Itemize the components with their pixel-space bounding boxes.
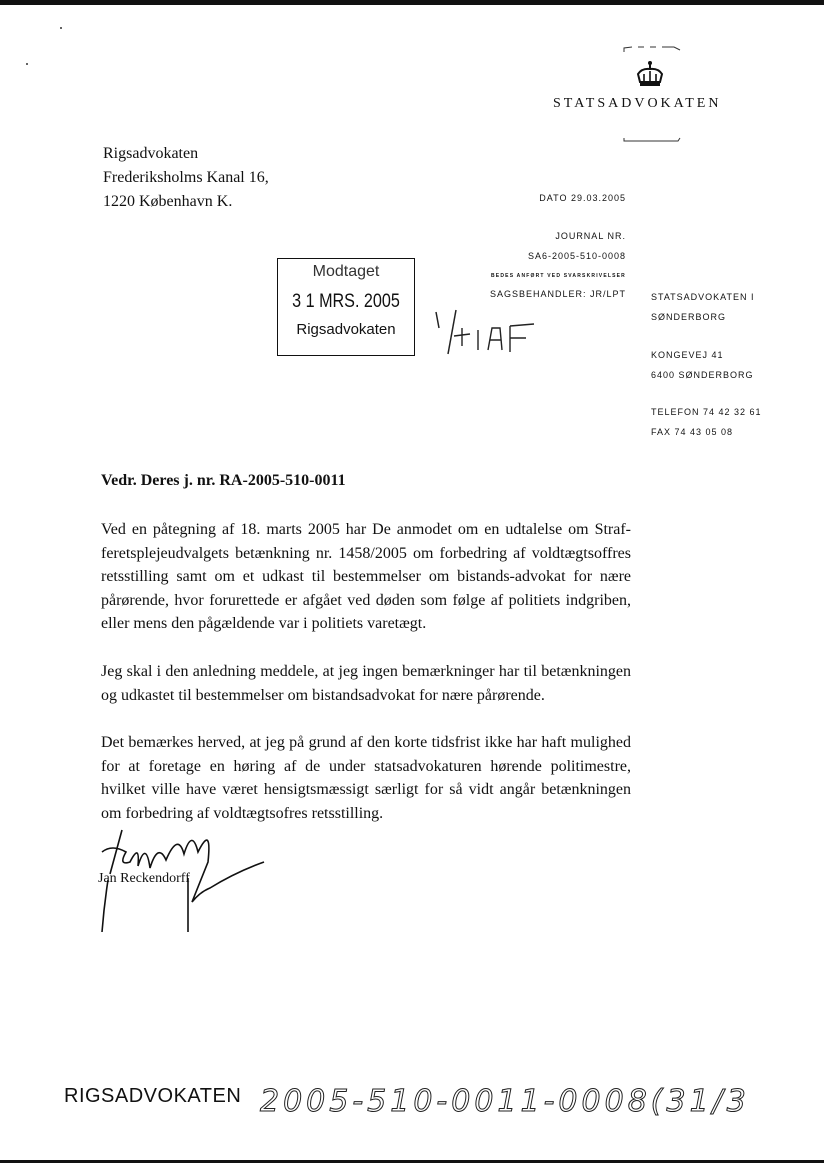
- letterhead-ornament-bottom: [622, 136, 682, 144]
- svg-text:2005-510-0011-0008(31/3: 2005-510-0011-0008(31/3: [260, 1084, 750, 1119]
- body-paragraph: Jeg skal i den anledning meddele, at jeg ingen bemærkninger har til betænkningen og udkastet til bestemmelser om bistandsadvokat for nære pårørende.: [101, 663, 631, 704]
- footer-office-label: RIGSADVOKATEN: [64, 1085, 242, 1107]
- sender-street: KONGEVEJ 41: [651, 350, 724, 360]
- bottom-scan-border: [0, 1160, 824, 1163]
- recipient-line: 1220 København K.: [103, 193, 233, 210]
- body-paragraph: Det bemærkes herved, at jeg på grund af den korte tidsfrist ikke har haft mulighed for at foretage en høring af de under statsadvokaturen hørende politimestre, hvilket ville have været hensigtsmæssigt særligt for så vidt angår betænkningen om forbedring af voldtægtsofres retsstilling.: [101, 734, 631, 822]
- top-scan-border: [0, 0, 824, 5]
- letterhead-ornament-top: [622, 44, 682, 54]
- stamp-office: Rigsadvokaten: [296, 321, 396, 338]
- received-stamp: [277, 258, 415, 356]
- reply-reference-note: BEDES ANFØRT VED SVARSKRIVELSER: [491, 273, 626, 279]
- body-paragraph: Ved en påtegning af 18. marts 2005 har De anmodet om en udtalelse om Strafferetsplejeudvalgets betænkning nr. 1458/2005 om forbedring af voldtægtsoffres retsstilling samt om et udkast til bestemmelser om bistands-advokat for nære pårørende, hvor forurettede er afgået ved døden som følge af politiets indgriben, eller mens den pågældende var i politiets varetægt.: [101, 521, 631, 632]
- sender-office-line1: STATSADVOKATEN I: [651, 292, 755, 302]
- recipient-line: Rigsadvokaten: [103, 145, 199, 162]
- journal-number: SA6-2005-510-0008: [527, 251, 626, 261]
- letterhead-organization: STATSADVOKATEN: [553, 96, 722, 111]
- signatory-name: Jan Reckendorff: [98, 871, 190, 886]
- scan-speck: [26, 63, 28, 65]
- scan-speck: [60, 27, 62, 29]
- subject-line: Vedr. Deres j. nr. RA-2005-510-0011: [101, 472, 346, 489]
- sender-office-line2: SØNDERBORG: [651, 312, 727, 322]
- sender-fax: FAX 74 43 05 08: [651, 427, 734, 437]
- case-handler: SAGSBEHANDLER: JR/LPT: [489, 289, 626, 299]
- stamp-date: 3 1 MRS. 2005: [292, 291, 400, 312]
- handwritten-reference-number: [256, 1075, 816, 1123]
- recipient-address: [103, 142, 269, 214]
- sender-city: 6400 SØNDERBORG: [651, 370, 754, 380]
- letter-date: DATO 29.03.2005: [539, 193, 626, 203]
- handwritten-margin-note: [430, 306, 540, 358]
- royal-crown-icon: [632, 60, 668, 90]
- recipient-line: Frederiksholms Kanal 16,: [103, 169, 269, 186]
- sender-phone: TELEFON 74 42 32 61: [651, 407, 762, 417]
- stamp-label: Modtaget: [312, 263, 380, 280]
- journal-label: JOURNAL NR.: [555, 231, 626, 241]
